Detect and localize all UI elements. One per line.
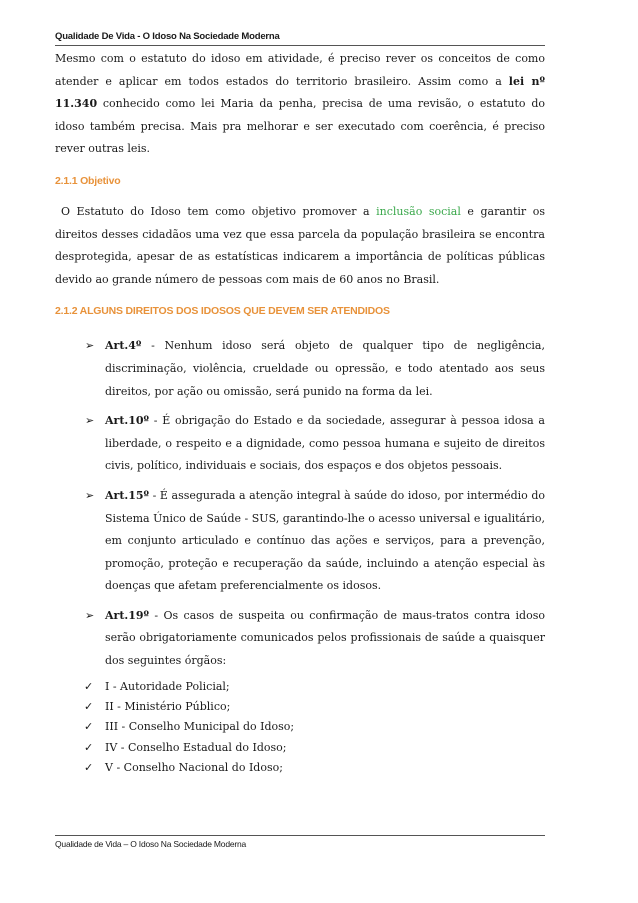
article-item [83, 485, 545, 598]
checkmark-icon: ✓ [84, 699, 94, 713]
article-label: Art.15º [105, 488, 150, 502]
article-text: - É assegurada a atenção integral à saúde do idoso, por intermédio do Sistema Único de Saúde - SUS, garantindo-lhe o acesso universal e igualitário, em conjunto articulado e contínuo das ações e serviços, para a prevenção, promoção, proteção e recuperação da saúde, incluindo a atenção especial às doenças que afetam preferencialmente os idosos. [105, 488, 545, 593]
intro-text-1: Mesmo com o estatuto do idoso em atividade, é preciso rever os conceitos de como atender e aplicar em todos estados do territorio brasileiro. Assim como a [55, 52, 545, 88]
arrow-bullet-icon: ➢ [85, 608, 95, 622]
list-item [83, 697, 545, 717]
organ-label: IV - Conselho Estadual do Idoso; [105, 740, 287, 754]
list-item [83, 677, 545, 697]
article-item [83, 410, 545, 478]
organ-label: I - Autoridade Policial; [105, 679, 230, 693]
inclusao-social-highlight: inclusão social [376, 204, 461, 218]
organ-label: II - Ministério Público; [105, 699, 231, 713]
objetivo-text-2: e garantir os direitos desses cidadãos uma vez que essa parcela da população brasileira se encontra desprotegida, apesar de as estatísticas indicarem a importância de políticas públicas devido ao grande número de pessoas com mais de 60 anos no Brasil. [55, 204, 545, 286]
list-item [83, 717, 545, 737]
page-header: Qualidade De Vida - O Idoso Na Sociedade Moderna [55, 31, 545, 46]
checkmark-icon: ✓ [84, 740, 94, 754]
page-footer: Qualidade de Vida – O Idoso Na Sociedade Moderna [55, 835, 545, 849]
checkmark-icon: ✓ [84, 720, 94, 734]
section-heading-objetivo: 2.1.1 Objetivo [55, 174, 121, 187]
organ-list [83, 677, 545, 778]
article-text: - Nenhum idoso será objeto de qualquer tipo de negligência, discriminação, violência, crueldade ou opressão, e todo atentado aos seus direitos, por ação ou omissão, será punido na forma da lei. [105, 339, 545, 398]
list-item [83, 738, 545, 758]
article-text: - Os casos de suspeita ou confirmação de maus-tratos contra idoso serão obrigatoriamente comunicados pelos profissionais de saúde a quaisquer dos seguintes órgãos: [105, 608, 545, 668]
checkmark-icon: ✓ [84, 679, 94, 693]
article-label: Art.4º [105, 339, 142, 353]
arrow-bullet-icon: ➢ [85, 488, 95, 502]
article-list [83, 335, 545, 672]
list-item [83, 758, 545, 778]
article-item [83, 605, 545, 673]
document-body [55, 48, 545, 778]
article-item [83, 335, 545, 403]
article-label: Art.10º [105, 414, 150, 428]
intro-paragraph [55, 48, 545, 161]
objetivo-text-1: O Estatuto do Idoso tem como objetivo promover a [61, 204, 377, 218]
article-label: Art.19º [105, 608, 150, 622]
article-text: - É obrigação do Estado e da sociedade, assegurar à pessoa idosa a liberdade, o respeito e a dignidade, como pessoa humana e sujeito de direitos civis, político, individuais e sociais, dos espaços e dos objetos pessoais. [105, 414, 545, 473]
section-heading-direitos: 2.1.2 ALGUNS DIREITOS DOS IDOSOS QUE DEVEM SER ATENDIDOS [55, 305, 390, 318]
organ-label: III - Conselho Municipal do Idoso; [105, 720, 295, 734]
organ-label: V - Conselho Nacional do Idoso; [105, 760, 283, 774]
intro-text-2: conhecido como lei Maria da penha, precisa de uma revisão, o estatuto do idoso também precisa. Mais pra melhorar e ser executado com coerência, é preciso rever outras leis. [55, 97, 545, 156]
law-reference: lei nº 11.340 [55, 74, 545, 111]
checkmark-icon: ✓ [84, 760, 94, 774]
arrow-bullet-icon: ➢ [85, 414, 95, 428]
objetivo-paragraph [55, 201, 545, 291]
arrow-bullet-icon: ➢ [85, 339, 95, 353]
